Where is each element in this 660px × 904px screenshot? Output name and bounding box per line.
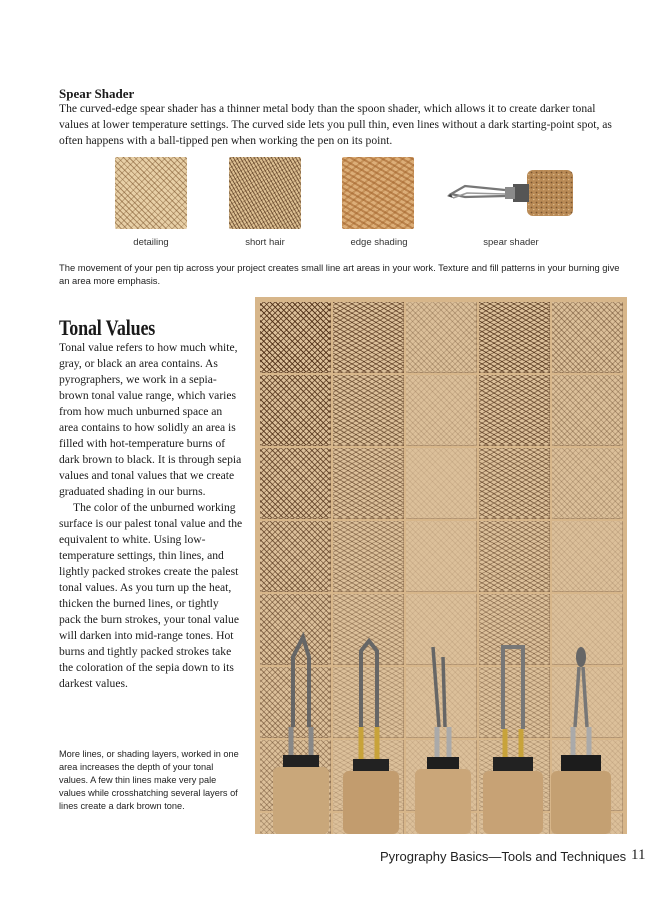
photo-caption: More lines, or shading layers, worked in one area increases the depth of your tonal values. A few thin lines make very pale values while crosshatching several layers of lines create a dark brown tone. [59, 749, 239, 811]
tonal-swatch-cell [260, 448, 331, 519]
tonal-swatch-cell [479, 521, 550, 592]
section-heading-tonal-values: Tonal Values [59, 315, 156, 340]
tonal-swatch-cell [406, 375, 477, 446]
pen-2-image [339, 617, 403, 834]
tonal-value-grid-photo [255, 297, 627, 834]
tonal-values-body [59, 340, 243, 692]
tonal-swatch-cell [333, 302, 404, 373]
tonal-swatch-cell [479, 448, 550, 519]
tonal-swatch-cell [552, 521, 623, 592]
tonal-swatch-cell [260, 375, 331, 446]
short-hair-sample-image [229, 157, 301, 229]
tonal-swatch-cell [406, 448, 477, 519]
tonal-swatch-cell [479, 375, 550, 446]
caption-detailing: detailing [133, 237, 169, 248]
tonal-swatch-cell [552, 448, 623, 519]
tonal-swatch-cell [260, 302, 331, 373]
page-number: 11 [631, 847, 646, 863]
tonal-swatch-cell [552, 375, 623, 446]
caption-spear-shader: spear shader [483, 237, 539, 248]
caption-edge-shading: edge shading [350, 237, 408, 248]
section-heading-spear-shader: Spear Shader [59, 86, 135, 101]
caption-short-hair: short hair [245, 237, 285, 248]
tonal-swatch-cell [333, 375, 404, 446]
movement-note: The movement of your pen tip across your project creates small line art areas in your work. Texture and fill patterns in your burning give an area more emphasis. [59, 262, 620, 286]
tonal-swatch-cell [552, 302, 623, 373]
spear-shader-paragraph: The curved-edge spear shader has a thinner metal body than the spoon shader, which allows it to create darker tonal values at lower temperature settings. The curved side lets you pull thin, even lines without a dark starting-point spot, as often happens with a ball-tipped pen when working the pen on its point. [59, 102, 612, 147]
pen-1-image [269, 617, 333, 834]
tonal-swatch-cell [406, 302, 477, 373]
tonal-swatch-cell [260, 521, 331, 592]
tonal-paragraph-2: The color of the unburned working surface is our palest tonal value and the equivalent to white. Using low-temperature settings, thin lines, and lightly packed strokes create the palest tonal values. As you turn up the heat, thicken the burned lines, or tightly pack the burn strokes, your tonal value will darken into mid-range tones. Hot burns and tightly packed strokes take the coloration of the sepia down to its darkest values. [59, 501, 243, 690]
spear-shader-pen-image [445, 166, 575, 222]
tonal-swatch-cell [479, 302, 550, 373]
detailing-sample-image [115, 157, 187, 229]
tonal-swatch-cell [333, 448, 404, 519]
tonal-swatch-cell [406, 521, 477, 592]
pen-4-image [481, 617, 545, 834]
footer-book-title: Pyrography Basics—Tools and Techniques [380, 849, 627, 864]
tonal-swatch-cell [333, 521, 404, 592]
edge-shading-sample-image [342, 157, 414, 229]
tonal-paragraph-1: Tonal value refers to how much white, gray, or black an area contains. As pyrographers, we work in a sepia-brown tonal value range, which varies from how much unburned space an area contains to how solidly an area is filled with hot-temperature burns of dark brown to black. It is through sepia values and tonal values that we create graduated shading in our burns. [59, 341, 242, 498]
pen-3-image [411, 617, 475, 834]
pen-5-image [549, 617, 613, 834]
